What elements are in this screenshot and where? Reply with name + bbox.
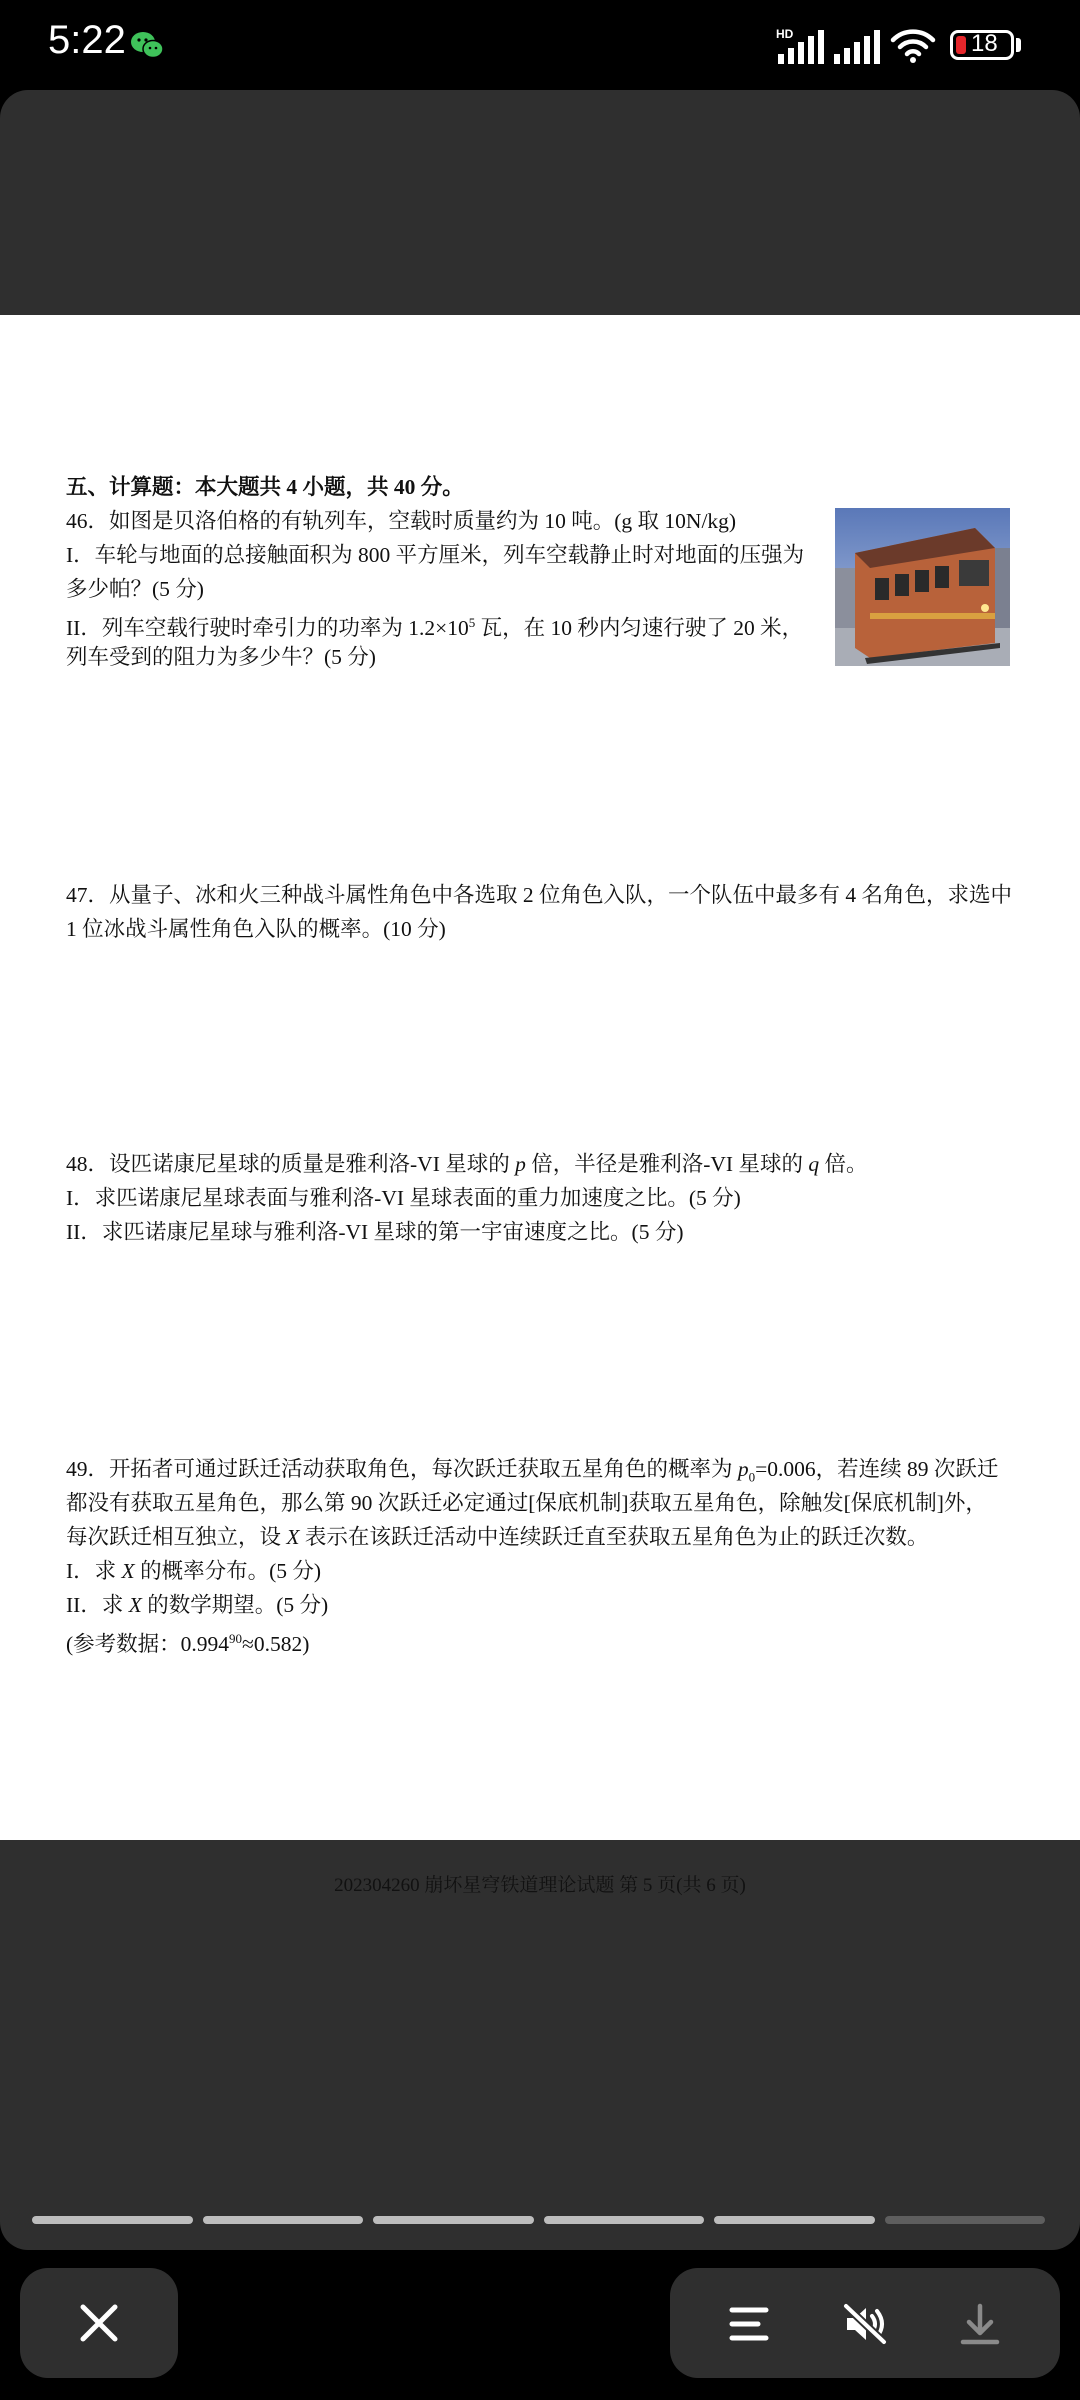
progress-segment bbox=[714, 2216, 875, 2224]
progress-segment bbox=[544, 2216, 705, 2224]
actions-panel bbox=[670, 2268, 1060, 2378]
q49-line2: 都没有获取五星角色，那么第 90 次跃迁必定通过[保底机制]获取五星角色，除触发[保底机制]外， bbox=[66, 1491, 987, 1515]
close-button[interactable] bbox=[20, 2268, 178, 2378]
q48-line1: 48．设匹诺康尼星球的质量是雅利洛-VI 星球的 p 倍，半径是雅利洛-VI 星球的 q 倍。 bbox=[66, 1152, 868, 1176]
clock-time: 5:22 bbox=[48, 18, 126, 62]
cellular-signal-icon bbox=[832, 26, 882, 66]
wechat-notification-icon bbox=[130, 30, 164, 60]
cellular-signal-hd-icon bbox=[776, 26, 826, 66]
progress-segment bbox=[885, 2216, 1046, 2224]
progress-segment bbox=[373, 2216, 534, 2224]
tram-illustration bbox=[835, 508, 1010, 666]
progress-segment bbox=[32, 2216, 193, 2224]
q46-line1: 46．如图是贝洛伯格的有轨列车，空载时质量约为 10 吨。(g 取 10N/kg) bbox=[66, 509, 737, 533]
mute-button[interactable] bbox=[820, 2268, 910, 2378]
q49-line5: II．求 X 的数学期望。(5 分) bbox=[66, 1593, 329, 1617]
progress-segment bbox=[203, 2216, 364, 2224]
q47-line1: 47．从量子、冰和火三种战斗属性角色中各选取 2 位角色入队，一个队伍中最多有 4 名角色，求选中 bbox=[66, 883, 1013, 907]
close-icon bbox=[79, 2303, 119, 2343]
menu-button[interactable] bbox=[703, 2268, 793, 2378]
network-label: HD bbox=[776, 27, 794, 41]
q49-line6: (参考数据：$0.994^{90}\approx 0.582$) bbox=[66, 1631, 310, 1657]
q48-line2: I．求匹诺康尼星球表面与雅利洛-VI 星球表面的重力加速度之比。(5 分) bbox=[66, 1186, 741, 1210]
section-title: 五、计算题：本大题共 4 小题，共 40 分。 bbox=[66, 475, 464, 499]
q49-line1: 49．开拓者可通过跃迁活动获取角色，每次跃迁获取五星角色的概率为 $p_0=0.006$，若连续 89 次跃迁 bbox=[66, 1457, 999, 1485]
q46-line3: 多少帕？(5 分) bbox=[66, 577, 204, 601]
battery-icon bbox=[950, 30, 1014, 60]
menu-icon bbox=[728, 2304, 770, 2344]
q48-line3: II．求匹诺康尼星球与雅利洛-VI 星球的第一宇宙速度之比。(5 分) bbox=[66, 1220, 684, 1244]
q49-line4: I．求 X 的概率分布。(5 分) bbox=[66, 1559, 322, 1583]
battery-level: 18 bbox=[971, 30, 998, 57]
download-icon bbox=[959, 2302, 1001, 2346]
q46-line2: I．车轮与地面的总接触面积为 800 平方厘米，列车空载静止时对地面的压强为 bbox=[66, 543, 805, 567]
q49-line3: 每次跃迁相互独立，设 X 表示在该跃迁活动中连续跃迁直至获取五星角色为止的跃迁次数。 bbox=[66, 1525, 929, 1549]
page-footer: 202304260 崩坏星穹铁道理论试题 第 5 页(共 6 页) bbox=[334, 1875, 746, 1896]
status-bar bbox=[0, 0, 1080, 90]
speaker-muted-icon bbox=[842, 2302, 888, 2346]
download-button[interactable] bbox=[935, 2268, 1025, 2378]
q46-line5: 列车受到的阻力为多少牛？(5 分) bbox=[66, 645, 376, 669]
q47-line2: 1 位冰战斗属性角色入队的概率。(10 分) bbox=[66, 917, 446, 941]
q46-line4: II．列车空载行驶时牵引力的功率为 $1.2\times 10^5$ 瓦，在 10 秒内匀速行驶了 20 米， bbox=[66, 615, 804, 641]
wifi-icon bbox=[890, 26, 936, 66]
